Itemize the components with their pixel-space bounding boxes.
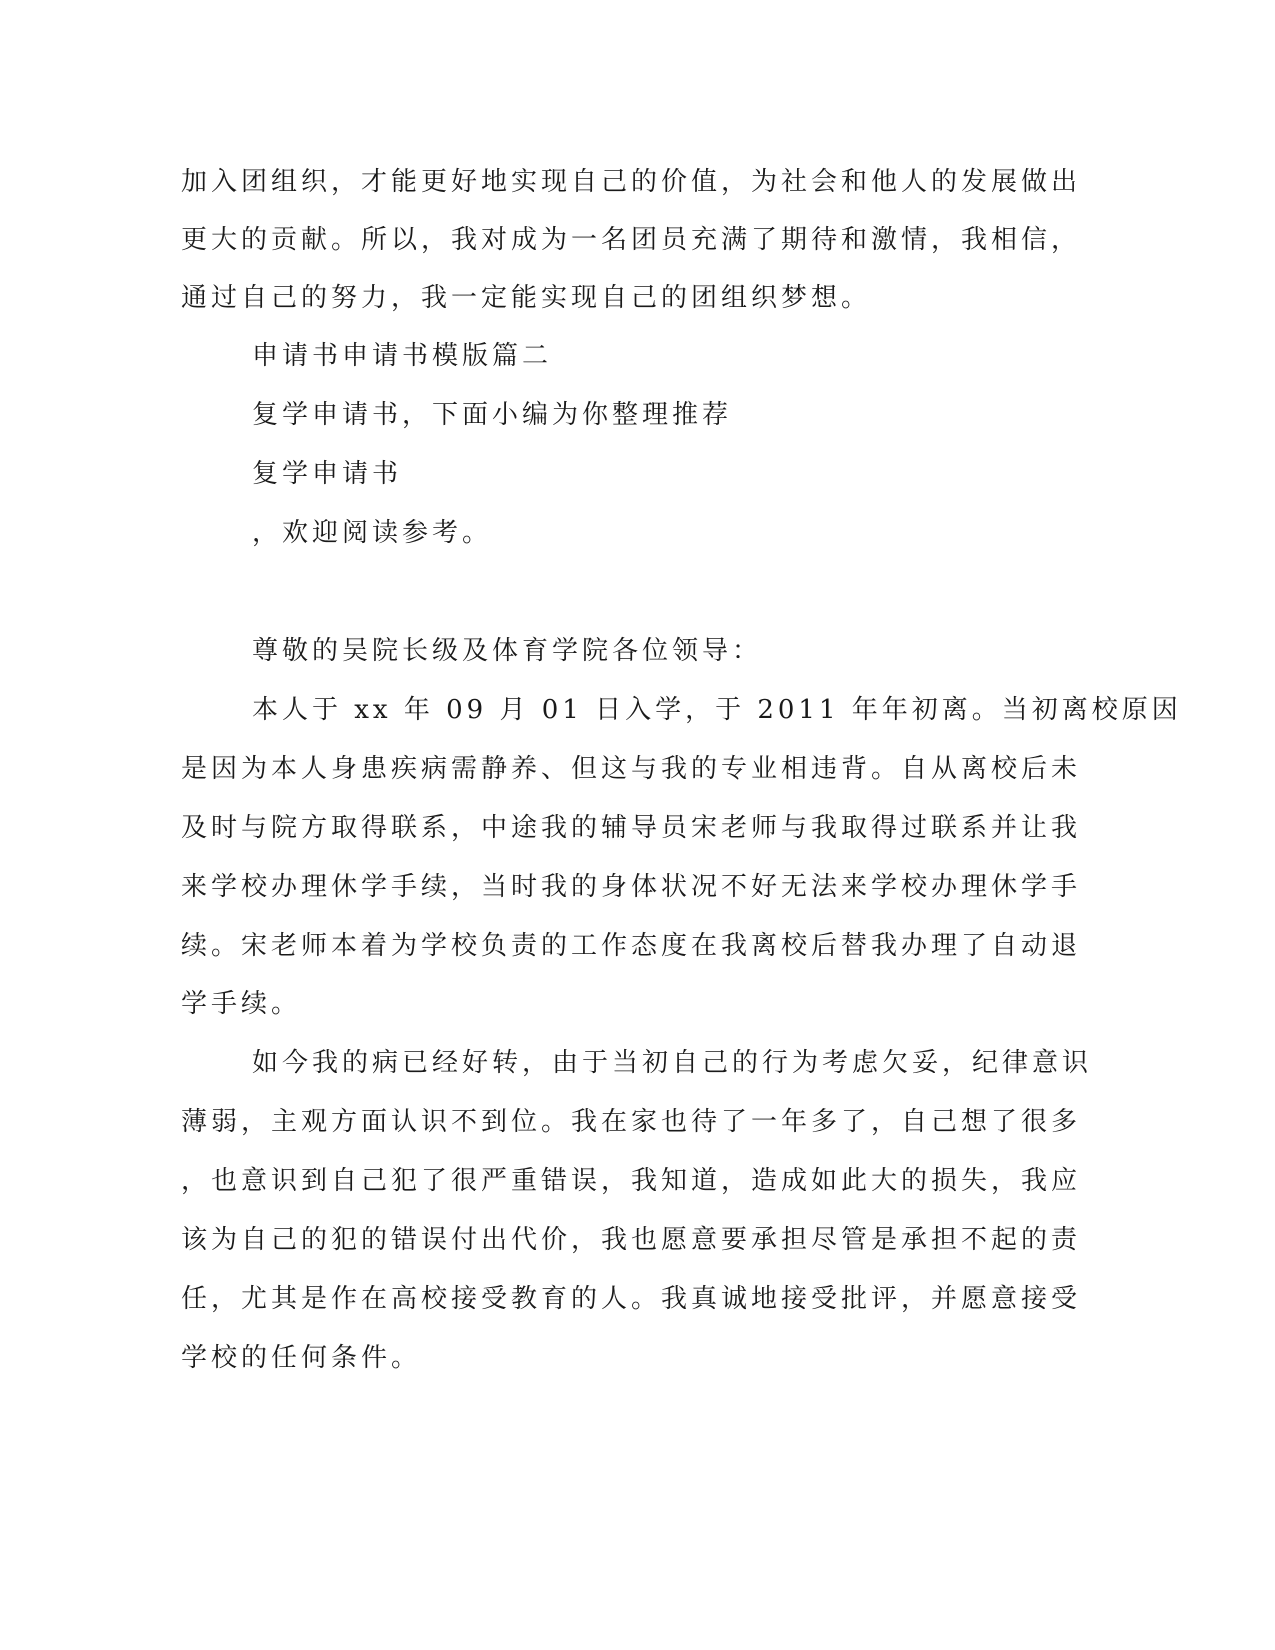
text-line: 该为自己的犯的错误付出代价，我也愿意要承担尽管是承担不起的责	[181, 1225, 1082, 1255]
text-line: 复学申请书	[252, 459, 403, 489]
text-line: 学手续。	[181, 989, 302, 1019]
text-line: 续。宋老师本着为学校负责的工作态度在我离校后替我办理了自动退	[181, 931, 1082, 961]
section-heading: 申请书申请书模版篇二	[252, 341, 553, 371]
text-line: 及时与院方取得联系，中途我的辅导员宋老师与我取得过联系并让我	[181, 813, 1082, 843]
text-line: 学校的任何条件。	[181, 1343, 422, 1373]
text-line: 更大的贡献。所以，我对成为一名团员充满了期待和激情，我相信，	[181, 225, 1082, 255]
text-line: 加入团组织，才能更好地实现自己的价值，为社会和他人的发展做出	[181, 167, 1082, 197]
text-line: 任，尤其是作在高校接受教育的人。我真诚地接受批评，并愿意接受	[181, 1284, 1082, 1314]
text-line: ，也意识到自己犯了很严重错误，我知道，造成如此大的损失，我应	[181, 1166, 1082, 1196]
text-line: 如今我的病已经好转，由于当初自己的行为考虑欠妥，纪律意识	[252, 1048, 1093, 1078]
text-line: 是因为本人身患疾病需静养、但这与我的专业相违背。自从离校后未	[181, 754, 1082, 784]
text-line: 本人于 xx 年 09 月 01 日入学，于 2011 年年初离。当初离校原因	[252, 695, 1182, 725]
text-line: 来学校办理休学手续，当时我的身体状况不好无法来学校办理休学手	[181, 872, 1082, 902]
text-line: ，欢迎阅读参考。	[252, 518, 493, 548]
text-line: 薄弱，主观方面认识不到位。我在家也待了一年多了，自己想了很多	[181, 1107, 1082, 1137]
salutation: 尊敬的吴院长级及体育学院各位领导：	[252, 636, 763, 666]
text-line: 复学申请书，下面小编为你整理推荐	[252, 400, 733, 430]
text-line: 通过自己的努力，我一定能实现自己的团组织梦想。	[181, 283, 872, 313]
